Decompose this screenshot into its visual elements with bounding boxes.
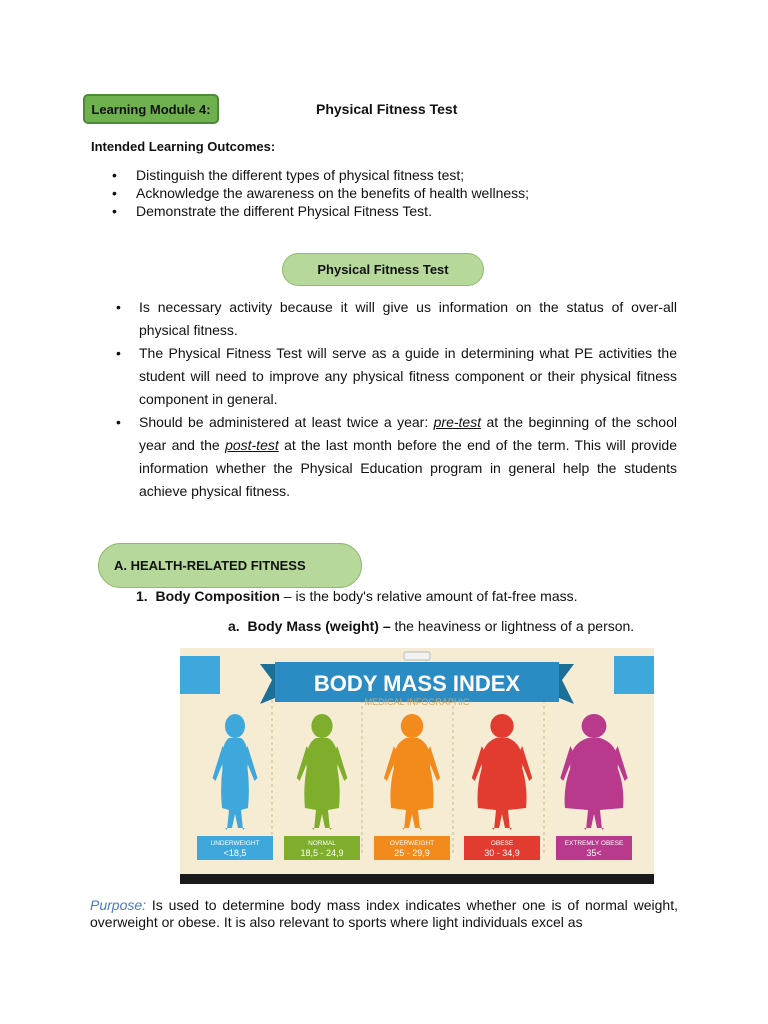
text-segment: at the last month before the end of the term. This will provide information whether the Physical Education program in general help the students achieve physical fitness.: [139, 437, 678, 499]
bmi-category-label: OVERWEIGHT: [389, 840, 435, 847]
section-heading-label: A. HEALTH-RELATED FITNESS: [114, 558, 306, 573]
list-item: • Distinguish the different types of physical fitness test;: [112, 166, 672, 184]
bmi-subtitle: MEDICAL INFOGRAPHIC: [364, 697, 470, 707]
purpose-label: Purpose:: [90, 897, 147, 913]
bmi-category-range: 35<: [586, 848, 602, 858]
list-item: • Is necessary activity because it will give us information on the status of over-all physical fitness.: [116, 296, 677, 342]
bmi-category-label: NORMAL: [308, 840, 336, 847]
item-term: Body Mass (weight) –: [247, 618, 391, 634]
bmi-category-label: OBESE: [490, 840, 514, 847]
bmi-category-label: UNDERWEIGHT: [210, 840, 260, 847]
text-segment: Should be administered at least twice a year:: [139, 414, 434, 430]
body-mass-item: [228, 618, 634, 634]
section-heading-health: [98, 543, 362, 588]
list-item: • The Physical Fitness Test will serve as a guide in determining what PE activities the student will need to improve any physical fitness component or their physical fitness component in general.: [116, 342, 677, 411]
list-item: [116, 411, 677, 503]
item-text: the heaviness or lightness of a person.: [390, 618, 635, 634]
bmi-category-range: 30 - 34,9: [484, 848, 520, 858]
infographic-bottom-border: [180, 874, 654, 884]
banner-edge-right: [614, 656, 654, 694]
outcomes-list: [112, 166, 672, 220]
pre-test-term: pre-test: [433, 414, 482, 430]
outcomes-title: Intended Learning Outcomes:: [91, 139, 276, 154]
module-badge: [83, 94, 219, 124]
pft-list: [116, 296, 677, 503]
bmi-title: BODY MASS INDEX: [313, 671, 521, 696]
module-title: Physical Fitness Test: [316, 101, 458, 117]
bmi-category-range: <18,5: [223, 848, 247, 858]
list-item: • Demonstrate the different Physical Fitness Test.: [112, 202, 672, 220]
item-text: – is the body's relative amount of fat-free mass.: [279, 588, 578, 604]
module-label: Learning Module 4:: [91, 101, 211, 117]
list-item: • Acknowledge the awareness on the benefits of health wellness;: [112, 184, 672, 202]
bmi-infographic: [180, 648, 654, 884]
banner-edge-left: [180, 656, 220, 694]
section-heading-label: Physical Fitness Test: [317, 262, 449, 277]
item-letter: a.: [228, 618, 240, 634]
bmi-category-label: EXTREMLY OBESE: [564, 840, 624, 847]
purpose-text: Is used to determine body mass index indicates whether one is of normal weight, overweight or obese. It is also relevant to sports where light individuals excel as: [90, 897, 678, 930]
item-term: Body Composition: [155, 588, 280, 604]
scale-icon: [404, 652, 430, 660]
section-heading-pft: [282, 253, 484, 286]
bmi-category-range: 18,5 - 24,9: [300, 848, 344, 858]
text-segment: at the beginning of the school year and the: [139, 414, 677, 453]
bmi-category-range: 25 - 29,9: [394, 848, 430, 858]
purpose-paragraph: [90, 897, 678, 931]
item-number: 1.: [136, 588, 148, 604]
post-test-term: post-test: [225, 437, 279, 453]
body-composition-item: [136, 588, 578, 604]
